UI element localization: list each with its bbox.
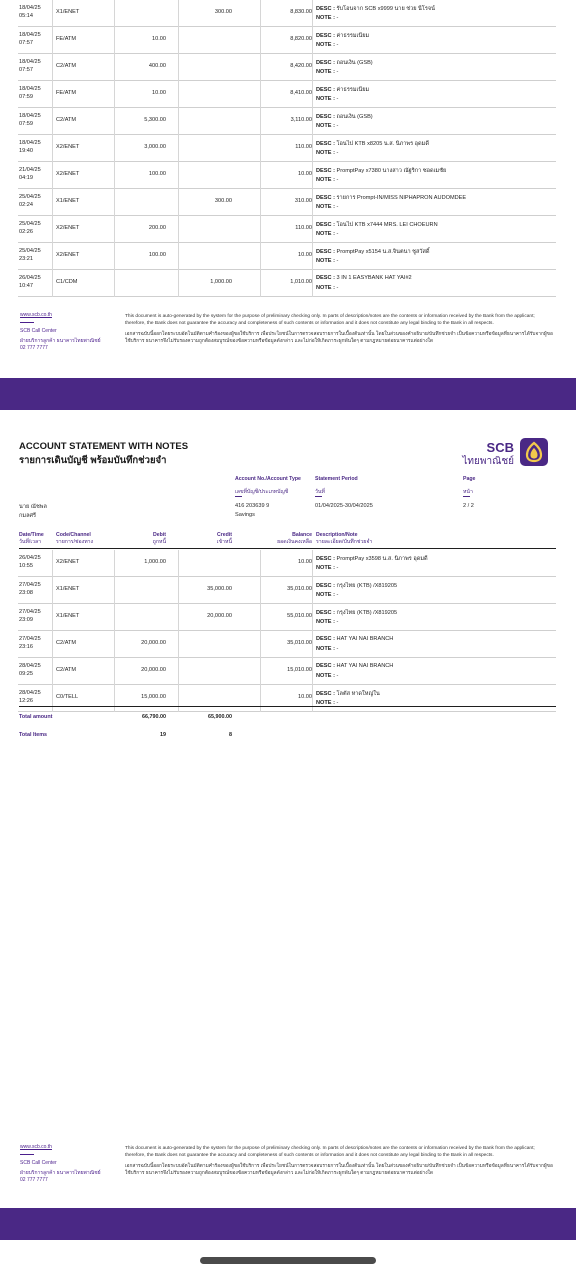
row-datetime: 26/04/25 10:55 — [19, 555, 41, 569]
phone-number: 02 777 7777 — [20, 345, 48, 351]
table-row — [18, 658, 556, 685]
table-row — [18, 577, 556, 604]
row-datetime: 25/04/25 23:21 — [19, 248, 41, 262]
account-label-rule — [235, 496, 242, 497]
row-datetime: 25/04/25 02:24 — [19, 194, 41, 208]
row-description: DESC : กรุงไทย (KTB) /X819205 — [316, 583, 398, 589]
total-amount-label: Total amount — [19, 714, 53, 720]
table-row — [18, 81, 556, 108]
period-label-thai: วันที่ — [315, 489, 325, 495]
page-label: Page — [463, 476, 476, 482]
home-indicator[interactable] — [200, 1257, 376, 1264]
total-items-label: Total Items — [19, 732, 48, 738]
disclaimer — [125, 1145, 553, 1177]
row-balance: 10.00 — [298, 559, 312, 565]
total-credit-items: 8 — [229, 732, 232, 738]
disclaimer-th: เอกสารฉบับนี้ออกโดยระบบอัตโนมัติตามคำร้องของผู้ขอใช้บริการ เพื่อประโยชน์ในการตรวจสอบรายการในเบื้องต้นเท่านั้น โดยในส่วนของคำอธิบาย/บันทึกช่วยจำ เป็นข้อความหรือข้อมูลที่ธนาคารได้รับจากผู้ขอใช้บริการ ธนาคารจึงไม่รับรองความถูกต้องสมบูรณ์ของข้อความหรือข้อมูลดังกล่าว และไม่ก่อให้เกิดภาระผูกพันใดๆ ตามกฎหมายต่อธนาคารแต่อย่างใด — [125, 1164, 553, 1176]
row-note: NOTE : - — [316, 123, 339, 129]
row-code: C2/ATM — [56, 667, 77, 673]
row-description: DESC : PromptPay x3598 น.ส. นิภาพร อุดมดี — [316, 556, 428, 562]
column-divider — [114, 0, 115, 297]
row-debit: 20,000.00 — [141, 640, 166, 646]
row-description: DESC : PromptPay x7380 นางสาว ณัฐริกา ซอดเมชัย — [316, 168, 447, 174]
transaction-table-page-1 — [18, 0, 556, 297]
column-divider — [52, 550, 53, 712]
row-code: C2/ATM — [56, 640, 77, 646]
row-note: NOTE : - — [316, 69, 339, 75]
row-note: NOTE : - — [316, 285, 339, 291]
row-balance: 10.00 — [298, 252, 312, 258]
col-debit: Debit ถูกหนี้ — [152, 532, 166, 545]
disclaimer-en: This document is auto-generated by the system for the purpose of preliminary checking only. In parts of description/notes are the contents or information received by the Bank from the applicant; therefore, the Bank does not guarantee the accuracy and completeness of such contents or information and it does not constitute any legal binding to the Bank in all respects. — [125, 1146, 535, 1158]
account-holder-surname: กมลศรี — [19, 513, 37, 519]
table-row — [18, 135, 556, 162]
col-description: Description/Note รายละเอียด/บันทึกช่วยจำ — [316, 532, 373, 545]
footer-page-2 — [0, 1144, 576, 1216]
table-row — [18, 243, 556, 270]
row-debit: 5,300.00 — [144, 117, 166, 123]
row-code: X2/ENET — [56, 171, 80, 177]
account-label-thai: เลขที่บัญชี/ประเภทบัญชี — [235, 489, 289, 495]
brand-name-thai: ไทยพาณิชย์ — [462, 456, 514, 467]
period-label-rule — [315, 496, 322, 497]
column-divider — [312, 550, 313, 712]
column-divider — [178, 550, 179, 712]
row-balance: 110.00 — [295, 225, 312, 231]
column-divider — [260, 0, 261, 297]
row-datetime: 27/04/25 23:08 — [19, 582, 41, 596]
statement-title-thai: รายการเดินบัญชี พร้อมบันทึกช่วยจำ — [19, 455, 167, 466]
row-balance: 8,410.00 — [290, 90, 312, 96]
row-balance: 8,420.00 — [290, 63, 312, 69]
row-code: C0/TELL — [56, 694, 79, 700]
col-datetime: Date/Time วันที่/เวลา — [19, 532, 44, 545]
website-link[interactable]: www.scb.co.th — [20, 312, 52, 318]
brand-name: SCB — [486, 440, 514, 455]
row-description: DESC : ถอนเงิน (GSB) — [316, 114, 373, 120]
account-type: Savings — [235, 512, 255, 518]
column-divider — [52, 0, 53, 297]
table-row — [18, 54, 556, 81]
row-note: NOTE : - — [316, 673, 339, 679]
row-code: X1/ENET — [56, 586, 80, 592]
col-code: Code/Channel รายการ/ช่องทาง — [56, 532, 94, 545]
row-datetime: 27/04/25 23:16 — [19, 636, 41, 650]
row-debit: 10.00 — [152, 90, 166, 96]
row-description: DESC : ค่าธรรมเนียม — [316, 33, 370, 39]
row-note: NOTE : - — [316, 177, 339, 183]
row-datetime: 18/04/25 07:57 — [19, 59, 41, 73]
row-note: NOTE : - — [316, 565, 339, 571]
row-credit: 300.00 — [214, 198, 232, 204]
row-description: DESC : 3 IN 1 EASYBANK HAT YAI#2 — [316, 275, 412, 281]
table-row — [18, 162, 556, 189]
row-description: DESC : PromptPay x5154 น.ส.จินตนา ชูสวัสดิ์ — [316, 249, 430, 255]
row-code: C2/ATM — [56, 117, 77, 123]
row-description: DESC : HAT YAI NAI BRANCH — [316, 663, 394, 669]
row-datetime: 18/04/25 05:14 — [19, 5, 41, 19]
customer-service-label: ฝ่ายบริการลูกค้า ธนาคารไทยพาณิชย์ — [20, 338, 101, 344]
disclaimer-en: This document is auto-generated by the system for the purpose of preliminary checking only. In parts of description/notes are the contents or information received by the Bank from the applicant; therefore, the Bank does not guarantee the accuracy and completeness of such contents or information and it does not constitute any legal binding to the Bank in all respects. — [125, 314, 535, 326]
row-datetime: 18/04/25 19:40 — [19, 140, 41, 154]
row-code: C1/CDM — [56, 279, 78, 285]
row-credit: 20,000.00 — [207, 613, 232, 619]
row-code: FE/ATM — [56, 36, 77, 42]
table-row — [18, 550, 556, 577]
row-note: NOTE : - — [316, 592, 339, 598]
disclaimer — [125, 313, 553, 345]
row-datetime: 18/04/25 07:57 — [19, 32, 41, 46]
website-link[interactable]: www.scb.co.th — [20, 1144, 52, 1150]
row-description: DESC : กรุงไทย (KTB) /X819205 — [316, 610, 398, 616]
row-debit: 100.00 — [148, 252, 166, 258]
statement-title: ACCOUNT STATEMENT WITH NOTES — [19, 441, 189, 452]
row-note: NOTE : - — [316, 42, 339, 48]
row-note: NOTE : - — [316, 96, 339, 102]
account-holder-name: นาย ณัชพล — [19, 504, 47, 510]
row-description: DESC : รายการ Prompt-IN/MISS NIPHAPRON AUDOMDEE — [316, 195, 467, 201]
row-credit: 1,000.00 — [210, 279, 232, 285]
row-description: DESC : HAT YAI NAI BRANCH — [316, 636, 394, 642]
page-band-1 — [0, 378, 576, 410]
row-datetime: 18/04/25 07:59 — [19, 86, 41, 100]
row-debit: 200.00 — [148, 225, 166, 231]
col-balance: Balance ยอดเงินคงเหลือ — [277, 532, 312, 545]
row-balance: 55,010.00 — [287, 613, 312, 619]
page-number: 2 / 2 — [463, 503, 474, 509]
row-datetime: 18/04/25 07:59 — [19, 113, 41, 127]
col-credit: Credit เข้าหนี้ — [216, 532, 232, 545]
row-balance: 10.00 — [298, 694, 312, 700]
row-description: DESC : โอนไป KTB x8205 น.ส. นิภาพร อุดมดี — [316, 141, 429, 147]
page-band-2 — [0, 1208, 576, 1240]
column-divider — [312, 0, 313, 297]
row-debit: 3,000.00 — [144, 144, 166, 150]
total-credit: 65,900.00 — [208, 714, 232, 720]
total-debit: 66,790.00 — [142, 714, 166, 720]
row-credit: 300.00 — [214, 9, 232, 15]
customer-service-label: ฝ่ายบริการลูกค้า ธนาคารไทยพาณิชย์ — [20, 1170, 101, 1176]
row-datetime: 27/04/25 23:09 — [19, 609, 41, 623]
table-row — [18, 216, 556, 243]
row-debit: 20,000.00 — [141, 667, 166, 673]
table-row — [18, 685, 556, 712]
row-note: NOTE : - — [316, 231, 339, 237]
row-note: NOTE : - — [316, 700, 339, 706]
row-balance: 35,010.00 — [287, 640, 312, 646]
scb-brand — [462, 440, 514, 469]
column-divider — [114, 550, 115, 712]
row-balance: 10.00 — [298, 171, 312, 177]
row-debit: 400.00 — [148, 63, 166, 69]
row-description: DESC : โอนไป KTB x7444 MRS. LEI CHOEURN — [316, 222, 438, 228]
footer-contact — [20, 312, 120, 352]
page-label-thai: หน้า — [463, 489, 473, 495]
table-row — [18, 108, 556, 135]
footer-rule — [20, 1154, 34, 1155]
header-rule — [19, 548, 556, 549]
row-code: X2/ENET — [56, 559, 80, 565]
row-description: DESC : รับโอนจาก SCB x9999 นาย ช่วย นีโรจน์ — [316, 6, 435, 12]
disclaimer-th: เอกสารฉบับนี้ออกโดยระบบอัตโนมัติตามคำร้องของผู้ขอใช้บริการ เพื่อประโยชน์ในการตรวจสอบรายการในเบื้องต้นเท่านั้น โดยในส่วนของคำอธิบาย/บันทึกช่วยจำ เป็นข้อความหรือข้อมูลที่ธนาคารได้รับจากผู้ขอใช้บริการ ธนาคารจึงไม่รับรองความถูกต้องสมบูรณ์ของข้อความหรือข้อมูลดังกล่าว และไม่ก่อให้เกิดภาระผูกพันใดๆ ตามกฎหมายต่อธนาคารแต่อย่างใด — [125, 332, 553, 344]
row-code: X1/ENET — [56, 198, 80, 204]
phone-number: 02 777 7777 — [20, 1177, 48, 1183]
row-balance: 8,830.00 — [290, 9, 312, 15]
row-datetime: 21/04/25 04:19 — [19, 167, 41, 181]
row-note: NOTE : - — [316, 150, 339, 156]
row-datetime: 26/04/25 10:47 — [19, 275, 41, 289]
footer-contact — [20, 1144, 120, 1184]
table-row — [18, 631, 556, 658]
row-note: NOTE : - — [316, 619, 339, 625]
row-code: C2/ATM — [56, 63, 77, 69]
row-datetime: 28/04/25 09:25 — [19, 663, 41, 677]
account-label: Account No./Account Type — [235, 476, 301, 482]
row-balance: 1,010.00 — [290, 279, 312, 285]
table-row — [18, 270, 556, 297]
row-code: X2/ENET — [56, 252, 80, 258]
transaction-table-page-2 — [18, 550, 556, 712]
row-note: NOTE : - — [316, 15, 339, 21]
row-debit: 100.00 — [148, 171, 166, 177]
row-code: X1/ENET — [56, 613, 80, 619]
period-label: Statement Period — [315, 476, 358, 482]
row-balance: 35,010.00 — [287, 586, 312, 592]
footer-rule — [20, 322, 34, 323]
row-description: DESC : ค่าธรรมเนียม — [316, 87, 370, 93]
call-center-label: SCB Call Center — [20, 328, 57, 334]
table-row — [18, 0, 556, 27]
row-description: DESC : ถอนเงิน (GSB) — [316, 60, 373, 66]
account-number: 416 203639 9 — [235, 503, 270, 509]
row-credit: 35,000.00 — [207, 586, 232, 592]
row-datetime: 25/04/25 02:26 — [19, 221, 41, 235]
row-balance: 310.00 — [294, 198, 312, 204]
table-row — [18, 604, 556, 631]
statement-period: 01/04/2025-30/04/2025 — [315, 503, 373, 509]
footer-page-1 — [0, 312, 576, 384]
row-debit: 10.00 — [152, 36, 166, 42]
row-balance: 110.00 — [295, 144, 312, 150]
row-balance: 3,110.00 — [290, 117, 312, 123]
table-row — [18, 27, 556, 54]
row-code: X2/ENET — [56, 225, 80, 231]
row-code: X2/ENET — [56, 144, 80, 150]
table-row — [18, 189, 556, 216]
call-center-label: SCB Call Center — [20, 1160, 57, 1166]
row-datetime: 28/04/25 12:26 — [19, 690, 41, 704]
row-note: NOTE : - — [316, 258, 339, 264]
row-note: NOTE : - — [316, 204, 339, 210]
column-divider — [260, 550, 261, 712]
row-balance: 8,820.00 — [290, 36, 312, 42]
row-code: FE/ATM — [56, 90, 77, 96]
row-code: X1/ENET — [56, 9, 80, 15]
row-debit: 15,000.00 — [141, 694, 166, 700]
row-balance: 15,010.00 — [287, 667, 312, 673]
row-debit: 1,000.00 — [144, 559, 166, 565]
total-debit-items: 19 — [160, 732, 166, 738]
page-label-rule — [463, 496, 470, 497]
column-divider — [178, 0, 179, 297]
row-description: DESC : โลตัส หาดใหญ่ใน — [316, 691, 380, 697]
scb-logo-icon — [520, 438, 548, 466]
row-note: NOTE : - — [316, 646, 339, 652]
totals-rule — [19, 706, 556, 707]
